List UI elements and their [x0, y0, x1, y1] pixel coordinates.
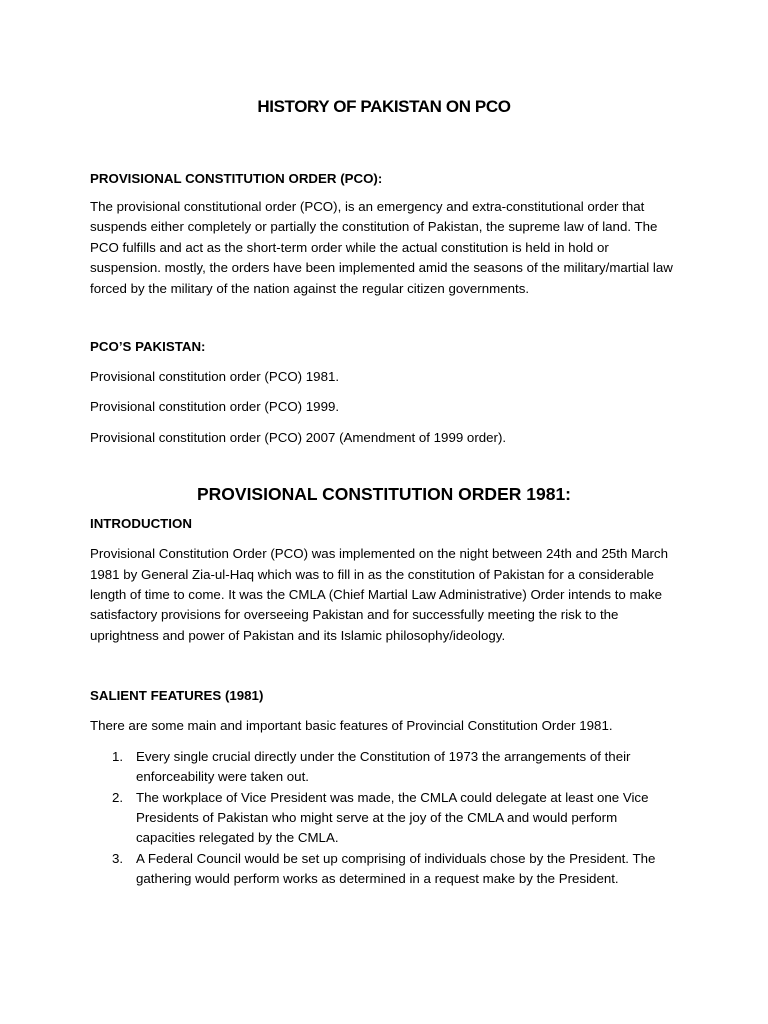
pco-list-item-2007: Provisional constitution order (PCO) 2007 (Amendment of 1999 order). — [90, 429, 507, 445]
salient-features-heading: SALIENT FEATURES (1981) — [90, 688, 264, 704]
salient-features-list — [90, 747, 678, 890]
pco-list-item-1999: Provisional constitution order (PCO) 1999. — [90, 399, 340, 415]
section-heading-pco-1981: PROVISIONAL CONSTITUTION ORDER 1981: — [196, 484, 572, 505]
list-item-number: 3. — [112, 850, 124, 866]
list-item-text: The workplace of Vice President was made, the CMLA could delegate at least one Vice Presidents of Pakistan who might serve at the joy of the CMLA and would perform capacities relegated by the CMLA. — [136, 789, 649, 846]
salient-features-intro: There are some main and important basic features of Provincial Constitution Order 1981. — [90, 718, 613, 734]
section-heading-pcos-pakistan: PCO’S PAKISTAN: — [90, 339, 206, 355]
document-title: HISTORY OF PAKISTAN ON PCO — [257, 97, 511, 116]
pco-list-item-1981: Provisional constitution order (PCO) 1981. — [90, 369, 340, 385]
section-heading-pco: PROVISIONAL CONSTITUTION ORDER (PCO): — [90, 171, 383, 186]
introduction-paragraph: Provisional Constitution Order (PCO) was implemented on the night between 24th and 25th March 1981 by General Zia-ul-Haq which was to fill in as the constitution of Pakistan for a considerable length of time to come. It was the CMLA (Chief Martial Law Administrative) Order intends to make satisfactory provisions for overseeing Pakistan and for successfully meeting the risk to the uprightness and power of Pakistan and its Islamic philosophy/ideology. — [90, 546, 668, 643]
list-item — [90, 788, 678, 849]
list-item-text: Every single crucial directly under the Constitution of 1973 the arrangements of their enforceability were taken out. — [136, 748, 631, 785]
list-item — [90, 849, 678, 890]
list-item-number: 1. — [112, 748, 124, 764]
pco-definition-paragraph: The provisional constitutional order (PCO), is an emergency and extra-constitutional order that suspends either completely or partially the constitution of Pakistan, the supreme law of land. The PCO fulfills and act as the short-term order while the actual constitution is held in hold or suspension. mostly, the orders have been implemented amid the seasons of the military/martial law forced by the military of the nation against the regular citizen governments. — [90, 199, 673, 296]
introduction-heading: INTRODUCTION — [90, 516, 192, 532]
list-item — [90, 747, 678, 788]
list-item-number: 2. — [112, 789, 124, 805]
list-item-text: A Federal Council would be set up comprising of individuals chose by the President. The gathering would perform works as determined in a request make by the President. — [136, 850, 656, 887]
